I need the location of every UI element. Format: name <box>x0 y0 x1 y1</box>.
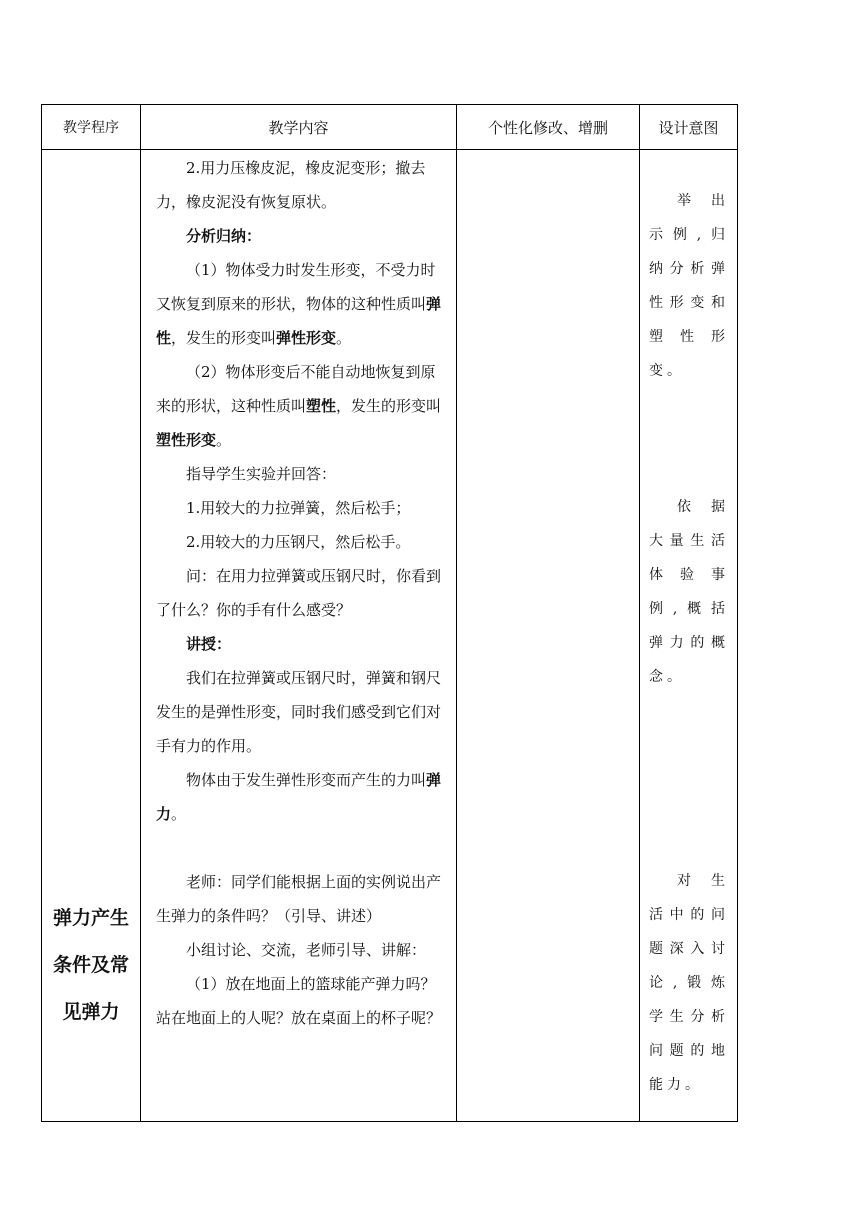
bold-term: 塑性形变 <box>156 431 217 449</box>
text-run: 。 <box>171 805 187 823</box>
intent-text: 对生活中的问题深入讨论,锻炼学生分析问题的地能力。 <box>649 873 729 1093</box>
content-paragraph <box>156 763 448 831</box>
bold-term: 弹力 <box>156 771 442 823</box>
content-paragraph: 指导学生实验并回答： <box>186 465 337 483</box>
content-paragraph: 2.用较大的力压钢尺，然后松手。 <box>186 533 411 551</box>
text-run: 物体由于发生弹性形变而产生的力叫 <box>186 771 427 789</box>
header-personal-modification: 个性化修改、增删 <box>457 105 640 150</box>
stage-cell <box>42 150 141 1122</box>
intent-note <box>649 490 729 694</box>
content-paragraph: 1.用较大的力拉弹簧，然后松手； <box>186 499 411 517</box>
text-run: 。 <box>216 431 232 449</box>
content-paragraph <box>156 355 448 457</box>
text-run: ，发生的形变叫 <box>336 397 442 415</box>
teaching-content <box>156 150 448 1035</box>
analysis-heading: 分析归纳： <box>186 227 262 245</box>
intent-note <box>649 184 729 388</box>
modification-cell <box>457 150 640 1122</box>
body-row <box>42 150 738 1122</box>
content-paragraph <box>156 253 448 355</box>
bold-term: 弹性形变 <box>276 329 337 347</box>
text-run: ，发生的形变叫 <box>171 329 277 347</box>
header-row <box>42 105 738 150</box>
content-heading <box>156 627 448 661</box>
content-paragraph: 小组讨论、交流，老师引导、讲解： <box>186 941 427 959</box>
intent-text: 举出示例,归纳分析弹性形变和塑性形变。 <box>649 193 729 379</box>
header-teaching-content: 教学内容 <box>141 105 457 150</box>
bold-term: 塑性 <box>306 397 337 415</box>
content-paragraph: 2.用力压橡皮泥，橡皮泥变形；撤去力，橡皮泥没有恢复原状。 <box>156 159 426 211</box>
intent-text: 依据大量生活体验事例,概括弹力的概念。 <box>649 499 729 685</box>
intent-note <box>649 864 729 1102</box>
bold-term: 弹性 <box>156 295 442 347</box>
content-paragraph: 老师：同学们能根据上面的实例说出产生弹力的条件吗？（引导、讲述） <box>156 873 442 925</box>
stage-title-line: 条件及常 <box>52 954 129 976</box>
text-run: （1）物体受力时发生形变，不受力时又恢复到原来的形状，物体的这种性质叫 <box>156 261 436 313</box>
content-heading <box>156 219 448 253</box>
lesson-plan-table <box>41 104 738 1122</box>
intent-cell <box>640 150 738 1122</box>
stage-title-line: 见弹力 <box>62 1001 120 1023</box>
blank-line <box>156 831 448 865</box>
stage-title-line: 弹力产生 <box>52 907 129 929</box>
content-cell <box>141 150 457 1122</box>
header-design-intent: 设计意图 <box>640 105 738 150</box>
lecture-heading: 讲授： <box>186 635 232 653</box>
header-teaching-procedure: 教学程序 <box>42 105 141 150</box>
content-paragraph: 问：在用力拉弹簧或压钢尺时，你看到了什么？你的手有什么感受？ <box>156 567 442 619</box>
text-run: （2）物体形变后不能自动地恢复到原来的形状，这种性质叫 <box>156 363 436 415</box>
content-paragraph: （1）放在地面上的篮球能产弹力吗？站在地面上的人呢？放在桌面上的杯子呢？ <box>156 975 442 1027</box>
content-paragraph: 我们在拉弹簧或压钢尺时，弹簧和钢尺发生的是弹性形变，同时我们感受到它们对手有力的作用。 <box>156 669 442 755</box>
stage-title <box>42 895 140 1036</box>
text-run: 。 <box>336 329 352 347</box>
